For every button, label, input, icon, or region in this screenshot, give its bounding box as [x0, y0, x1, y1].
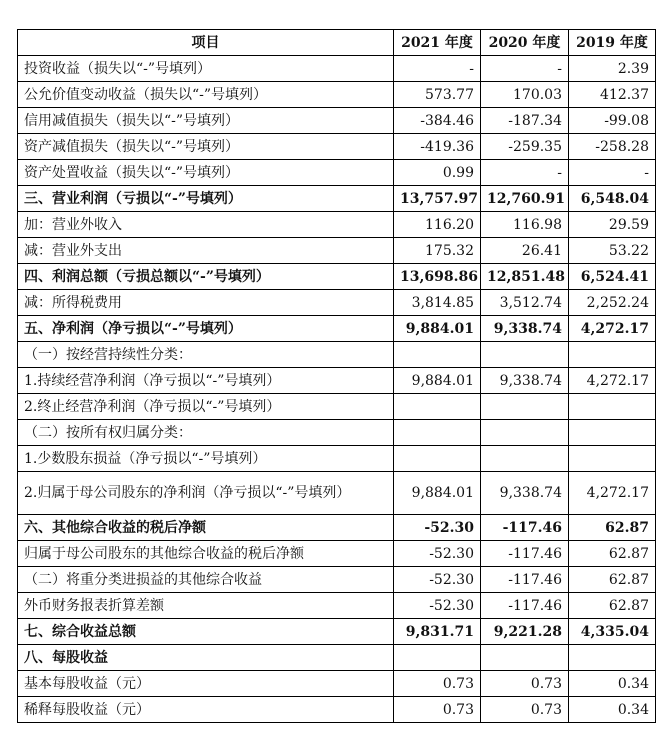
row-label: 四、利润总额（亏损总额以“-”号填列）	[18, 264, 394, 290]
table-row	[18, 645, 656, 671]
value-2021: 3,814.85	[394, 290, 481, 316]
value-2019: 29.59	[569, 212, 656, 238]
table-row	[18, 541, 656, 567]
table-row	[18, 108, 656, 134]
value-2020: 12,851.48	[481, 264, 569, 290]
header-2019: 2019 年度	[569, 30, 656, 56]
value-2019	[569, 394, 656, 420]
row-label: 资产减值损失（损失以“-”号填列）	[18, 134, 394, 160]
table-row	[18, 160, 656, 186]
value-2019: 4,272.17	[569, 368, 656, 394]
row-label: 2.归属于母公司股东的净利润（净亏损以“-”号填列）	[18, 472, 394, 515]
value-2021: -52.30	[394, 541, 481, 567]
table-row	[18, 420, 656, 446]
value-2019	[569, 645, 656, 671]
value-2019: 2,252.24	[569, 290, 656, 316]
table-row	[18, 134, 656, 160]
value-2019: 4,272.17	[569, 316, 656, 342]
value-2021: 0.73	[394, 671, 481, 697]
table-row	[18, 264, 656, 290]
income-statement-container	[17, 29, 656, 723]
value-2021: 9,884.01	[394, 368, 481, 394]
value-2020: -187.34	[481, 108, 569, 134]
value-2020: 0.73	[481, 671, 569, 697]
value-2019: 62.87	[569, 567, 656, 593]
value-2020	[481, 645, 569, 671]
value-2019: 4,272.17	[569, 472, 656, 515]
row-label: 信用减值损失（损失以“-”号填列）	[18, 108, 394, 134]
value-2021: 13,757.97	[394, 186, 481, 212]
table-row	[18, 368, 656, 394]
row-label: 1.少数股东损益（净亏损以“-”号填列）	[18, 446, 394, 472]
value-2021	[394, 394, 481, 420]
row-label: 七、综合收益总额	[18, 619, 394, 645]
value-2019: 4,335.04	[569, 619, 656, 645]
table-row	[18, 567, 656, 593]
value-2021	[394, 420, 481, 446]
row-label: 减：所得税费用	[18, 290, 394, 316]
value-2021: -	[394, 56, 481, 82]
table-row	[18, 82, 656, 108]
value-2021	[394, 446, 481, 472]
value-2019: 62.87	[569, 515, 656, 541]
value-2021: 116.20	[394, 212, 481, 238]
table-row	[18, 472, 656, 515]
value-2019	[569, 420, 656, 446]
value-2021: 0.73	[394, 697, 481, 723]
value-2020: 0.73	[481, 697, 569, 723]
row-label: 1.持续经营净利润（净亏损以“-”号填列）	[18, 368, 394, 394]
value-2019	[569, 342, 656, 368]
row-label: 稀释每股收益（元）	[18, 697, 394, 723]
value-2020	[481, 420, 569, 446]
value-2020	[481, 446, 569, 472]
value-2021: 13,698.86	[394, 264, 481, 290]
value-2021: 175.32	[394, 238, 481, 264]
table-row	[18, 394, 656, 420]
header-2020: 2020 年度	[481, 30, 569, 56]
value-2021: -419.36	[394, 134, 481, 160]
row-label: 三、营业利润（亏损以“-”号填列）	[18, 186, 394, 212]
value-2019: 62.87	[569, 593, 656, 619]
value-2020: 9,338.74	[481, 316, 569, 342]
row-label: 投资收益（损失以“-”号填列）	[18, 56, 394, 82]
header-2021: 2021 年度	[394, 30, 481, 56]
row-label: 归属于母公司股东的其他综合收益的税后净额	[18, 541, 394, 567]
row-label: （二）按所有权归属分类：	[18, 420, 394, 446]
value-2020: 9,338.74	[481, 472, 569, 515]
value-2020: 9,338.74	[481, 368, 569, 394]
row-label: 加：营业外收入	[18, 212, 394, 238]
value-2020: -117.46	[481, 593, 569, 619]
value-2020: -117.46	[481, 567, 569, 593]
value-2020: 3,512.74	[481, 290, 569, 316]
row-label: （二）将重分类进损益的其他综合收益	[18, 567, 394, 593]
row-label: 基本每股收益（元）	[18, 671, 394, 697]
value-2019: -	[569, 160, 656, 186]
table-row	[18, 342, 656, 368]
table-row	[18, 619, 656, 645]
value-2021: 573.77	[394, 82, 481, 108]
value-2019: 6,524.41	[569, 264, 656, 290]
value-2021: 9,884.01	[394, 472, 481, 515]
row-label: 减：营业外支出	[18, 238, 394, 264]
value-2020: 9,221.28	[481, 619, 569, 645]
row-label: 八、每股收益	[18, 645, 394, 671]
value-2021: -52.30	[394, 567, 481, 593]
value-2019: -99.08	[569, 108, 656, 134]
value-2020: 26.41	[481, 238, 569, 264]
value-2020: -117.46	[481, 515, 569, 541]
value-2021	[394, 342, 481, 368]
row-label: 六、其他综合收益的税后净额	[18, 515, 394, 541]
table-row	[18, 186, 656, 212]
value-2019: 2.39	[569, 56, 656, 82]
row-label: 外币财务报表折算差额	[18, 593, 394, 619]
value-2019: 0.34	[569, 697, 656, 723]
income-statement-table	[17, 29, 656, 723]
header-item: 项目	[18, 30, 394, 56]
value-2021: -52.30	[394, 515, 481, 541]
value-2021: 0.99	[394, 160, 481, 186]
table-row	[18, 238, 656, 264]
table-row	[18, 697, 656, 723]
row-label: 五、净利润（净亏损以“-”号填列）	[18, 316, 394, 342]
value-2021: 9,831.71	[394, 619, 481, 645]
table-body	[18, 56, 656, 723]
value-2020: -117.46	[481, 541, 569, 567]
value-2021: -384.46	[394, 108, 481, 134]
value-2021: 9,884.01	[394, 316, 481, 342]
value-2021	[394, 645, 481, 671]
value-2019: 62.87	[569, 541, 656, 567]
table-row	[18, 446, 656, 472]
table-row	[18, 56, 656, 82]
table-row	[18, 515, 656, 541]
value-2020	[481, 342, 569, 368]
value-2020: 12,760.91	[481, 186, 569, 212]
value-2020: 170.03	[481, 82, 569, 108]
value-2019: 412.37	[569, 82, 656, 108]
value-2020: -259.35	[481, 134, 569, 160]
row-label: （一）按经营持续性分类：	[18, 342, 394, 368]
table-row	[18, 671, 656, 697]
value-2021: -52.30	[394, 593, 481, 619]
row-label: 资产处置收益（损失以“-”号填列）	[18, 160, 394, 186]
value-2020: -	[481, 56, 569, 82]
value-2019: -258.28	[569, 134, 656, 160]
value-2019: 6,548.04	[569, 186, 656, 212]
row-label: 公允价值变动收益（损失以“-”号填列）	[18, 82, 394, 108]
value-2020	[481, 394, 569, 420]
table-row	[18, 212, 656, 238]
table-row	[18, 290, 656, 316]
value-2019	[569, 446, 656, 472]
value-2020: -	[481, 160, 569, 186]
table-row	[18, 316, 656, 342]
value-2020: 116.98	[481, 212, 569, 238]
value-2019: 53.22	[569, 238, 656, 264]
row-label: 2.终止经营净利润（净亏损以“-”号填列）	[18, 394, 394, 420]
value-2019: 0.34	[569, 671, 656, 697]
header-row	[18, 30, 656, 56]
table-row	[18, 593, 656, 619]
